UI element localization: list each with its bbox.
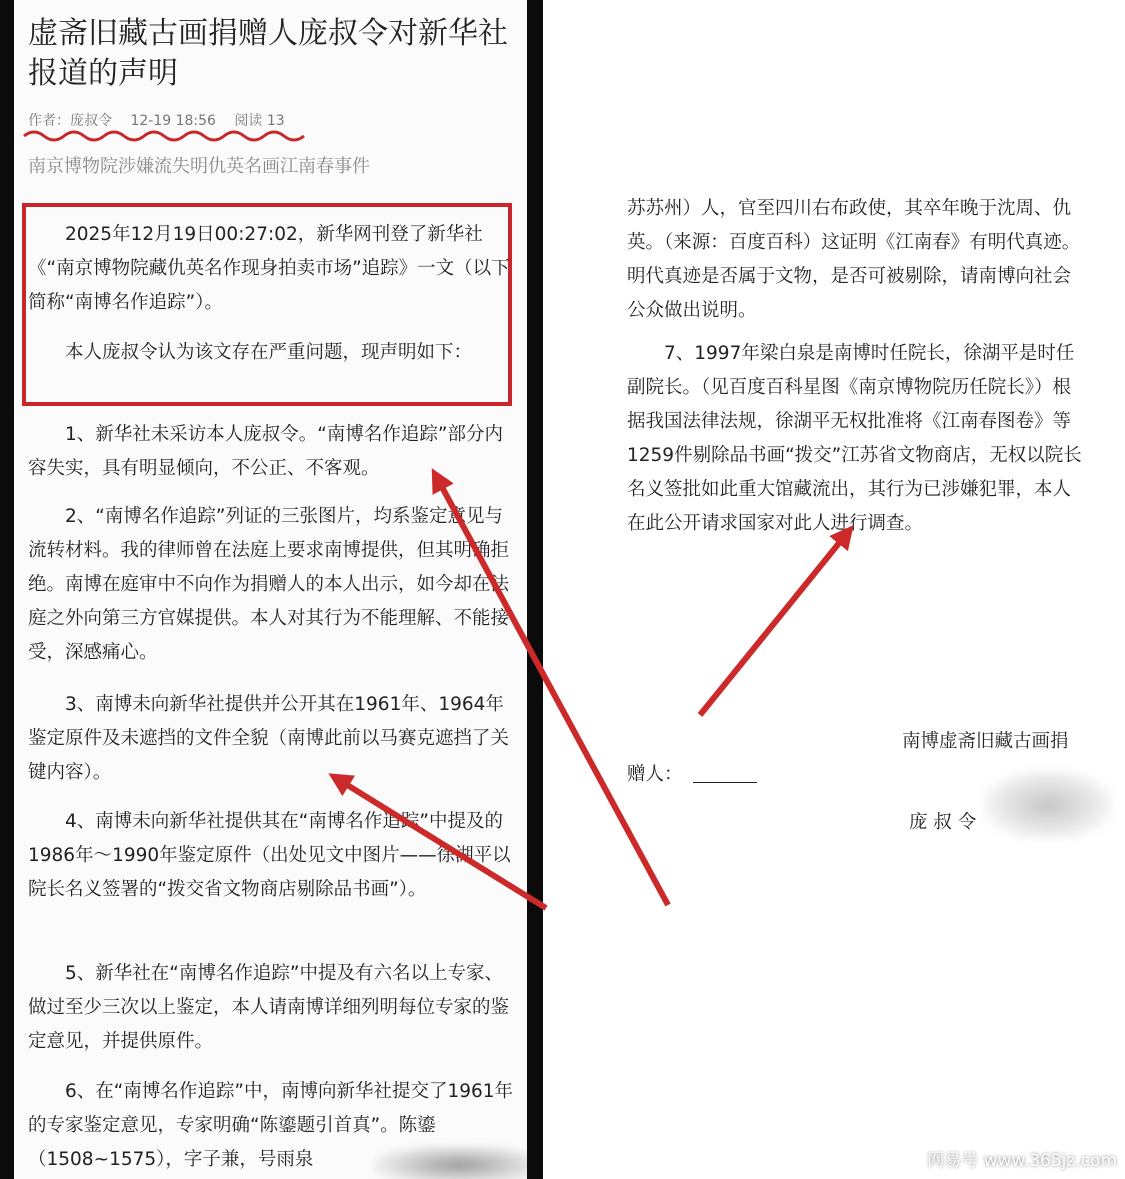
article-subtitle: 南京博物院涉嫌流失明仇英名画江南春事件 (28, 156, 370, 177)
point-6: 6、在“南博名作追踪”中，南博向新华社提交了1961年的专家鉴定意见，专家明确“陈鎏题引首真”。陈鎏（1508~1575），字子兼，号雨泉 (28, 1081, 514, 1170)
point-4: 4、南博未向新华社提供其在“南博名作追踪”中提及的1986年～1990年鉴定原件（出处见文中图片——徐湖平以院长名义签署的“拨交省文物商店剔除品书画”）。 (28, 811, 511, 900)
intro-paragraph-1: 2025年12月19日00:27:02，新华网刊登了新华社《“南京博物院藏仇英名作现身拍卖市场”追踪》一文（以下简称“南博名作追踪”）。 (28, 224, 510, 313)
signature-line-1: 南博虚斋旧藏古画捐 (902, 731, 1069, 752)
publish-datetime: 12-19 18:56 (130, 113, 216, 129)
continuation-paragraph: 苏苏州）人，官至四川右布政使，其卒年晚于沈周、仇英。（来源：百度百科）这证明《江南春》有明代真迹。明代真迹是否属于文物，是否可被剔除，请南博向社会公众做出说明。 (627, 198, 1081, 321)
signature-name: 庞 叔 令 (909, 812, 977, 833)
article-title: 虚斋旧藏古画捐赠人庞叔令对新华社报道的声明 (28, 16, 508, 91)
point-5: 5、新华社在“南博名作追踪”中提及有六名以上专家、做过至少三次以上鉴定，本人请南博详细列明每位专家的鉴定意见，并提供原件。 (28, 963, 510, 1052)
point-3: 3、南博未向新华社提供并公开其在1961年、1964年鉴定原件及未遮挡的文件全貌（南博此前以马赛克遮挡了关键内容）。 (28, 694, 510, 783)
read-count: 阅读 13 (234, 113, 285, 129)
point-2: 2、“南博名作追踪”列证的三张图片，均系鉴定意见与流转材料。我的律师曾在法庭上要求南博提供，但其明确拒绝。南博在庭审中不向作为捐赠人的本人出示，如今却在法庭之外向第三方官媒提供。本人对其行为不能理解、不能接受，深感痛心。 (28, 506, 510, 663)
point-7: 7、1997年梁白泉是南博时任院长，徐湖平是时任副院长。（见百度百科星图《南京博物院历任院长》）根据我国法律法规，徐湖平无权批准将《江南春图卷》等1259件剔除品书画“拨交”江苏省文物商店，无权以院长名义签批如此重大馆藏流出，其行为已涉嫌犯罪，本人在此公开请求国家对此人进行调查。 (627, 343, 1082, 534)
intro-paragraph-2: 本人庞叔令认为该文存在严重问题，现声明如下： (65, 342, 473, 363)
signature-label: 赠人： (627, 764, 683, 785)
arrow-to-point-1 (436, 476, 668, 905)
arrow-to-point-3 (336, 778, 546, 908)
point-1: 1、新华社未采访本人庞叔令。“南博名作追踪”部分内容失实，具有明显倾向，不公正、不客观。 (28, 424, 503, 479)
author-label: 作者：庞叔令 (28, 113, 112, 129)
watermark: 网易号 www.365jz.com (927, 1151, 1117, 1171)
arrow-to-point-7 (700, 532, 848, 715)
